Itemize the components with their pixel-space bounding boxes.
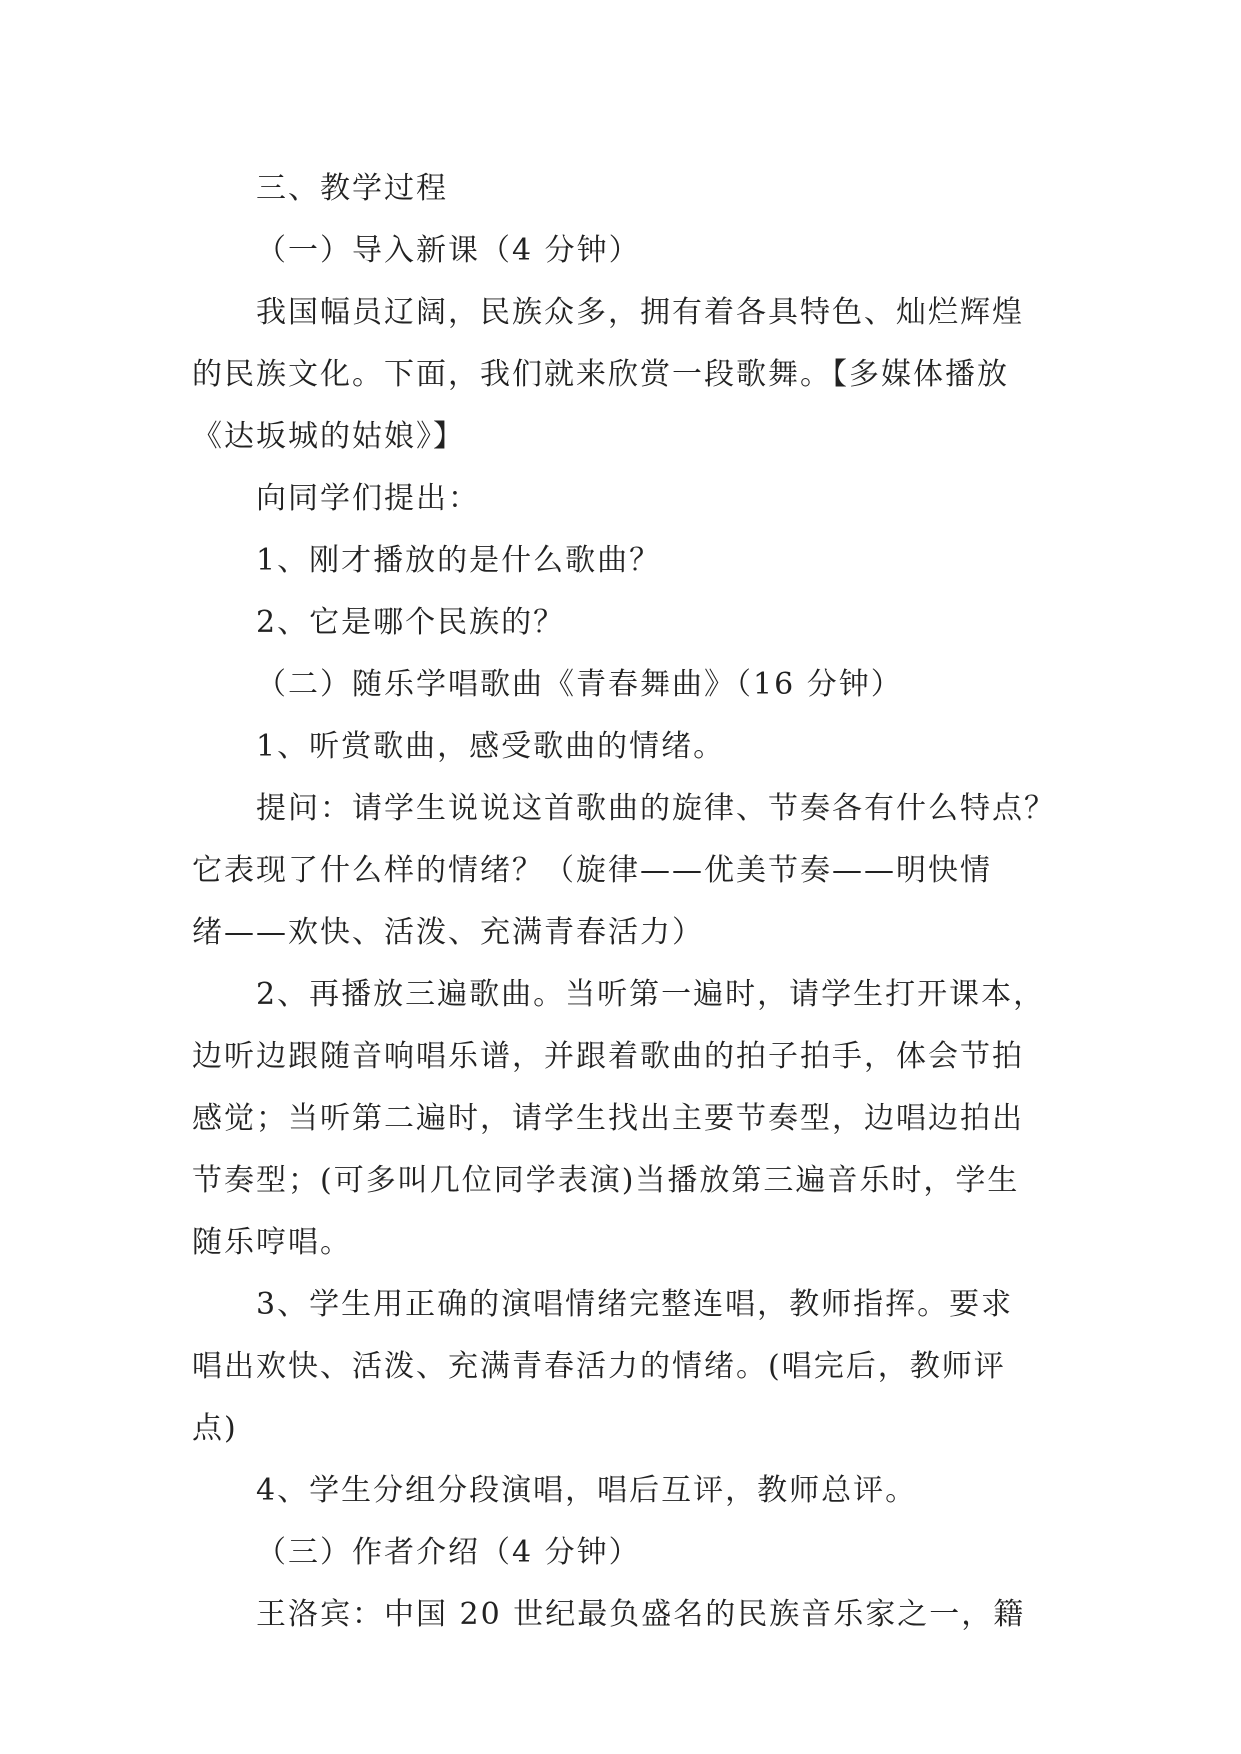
step-3-line-1: 3、学生用正确的演唱情绪完整连唱，教师指挥。要求 <box>256 1287 1014 1322</box>
step-2-line-2: 边听边跟随音响唱乐谱，并跟着歌曲的拍子拍手，体会节拍 <box>192 1039 1024 1074</box>
author-paragraph-line-1: 王洛宾：中国 20 世纪最负盛名的民族音乐家之一，籍 <box>256 1597 1026 1632</box>
question-paragraph-line-3: 绪——欢快、活泼、充满青春活力） <box>192 915 704 950</box>
ask-students-text: 向同学们提出： <box>256 481 480 516</box>
step-4: 4、学生分组分段演唱，唱后互评，教师总评。 <box>256 1473 918 1508</box>
subsection-title-learn-song: （二）随乐学唱歌曲《青春舞曲》（16 分钟） <box>256 667 903 702</box>
section-heading: 三、教学过程 <box>256 171 448 206</box>
step-3-line-2: 唱出欢快、活泼、充满青春活力的情绪。(唱完后，教师评 <box>192 1349 1006 1384</box>
question-1: 1、刚才播放的是什么歌曲？ <box>256 543 662 578</box>
intro-paragraph-line-2: 的民族文化。下面，我们就来欣赏一段歌舞。【多媒体播放 <box>192 357 1009 392</box>
subsection-title-intro: （一）导入新课（4 分钟） <box>256 233 641 268</box>
intro-paragraph-line-3: 《达坂城的姑娘》】 <box>192 419 465 454</box>
step-1: 1、听赏歌曲，感受歌曲的情绪。 <box>256 729 726 764</box>
step-3-line-3: 点) <box>192 1411 238 1446</box>
document-body <box>192 158 1056 1646</box>
step-2-line-1: 2、再播放三遍歌曲。当听第一遍时，请学生打开课本， <box>256 977 1046 1012</box>
question-paragraph-line-2: 它表现了什么样的情绪？（旋律——优美节奏——明快情 <box>192 853 992 888</box>
question-2: 2、它是哪个民族的？ <box>256 605 566 640</box>
subsection-title-author: （三）作者介绍（4 分钟） <box>256 1535 641 1570</box>
step-2-line-5: 随乐哼唱。 <box>192 1225 352 1260</box>
question-paragraph-line-1: 提问：请学生说说这首歌曲的旋律、节奏各有什么特点？ <box>256 791 1056 826</box>
step-2-line-4: 节奏型；(可多叫几位同学表演)当播放第三遍音乐时，学生 <box>192 1163 1020 1198</box>
intro-paragraph-line-1: 我国幅员辽阔，民族众多，拥有着各具特色、灿烂辉煌 <box>256 295 1024 330</box>
step-2-line-3: 感觉；当听第二遍时，请学生找出主要节奏型，边唱边拍出 <box>192 1101 1024 1136</box>
